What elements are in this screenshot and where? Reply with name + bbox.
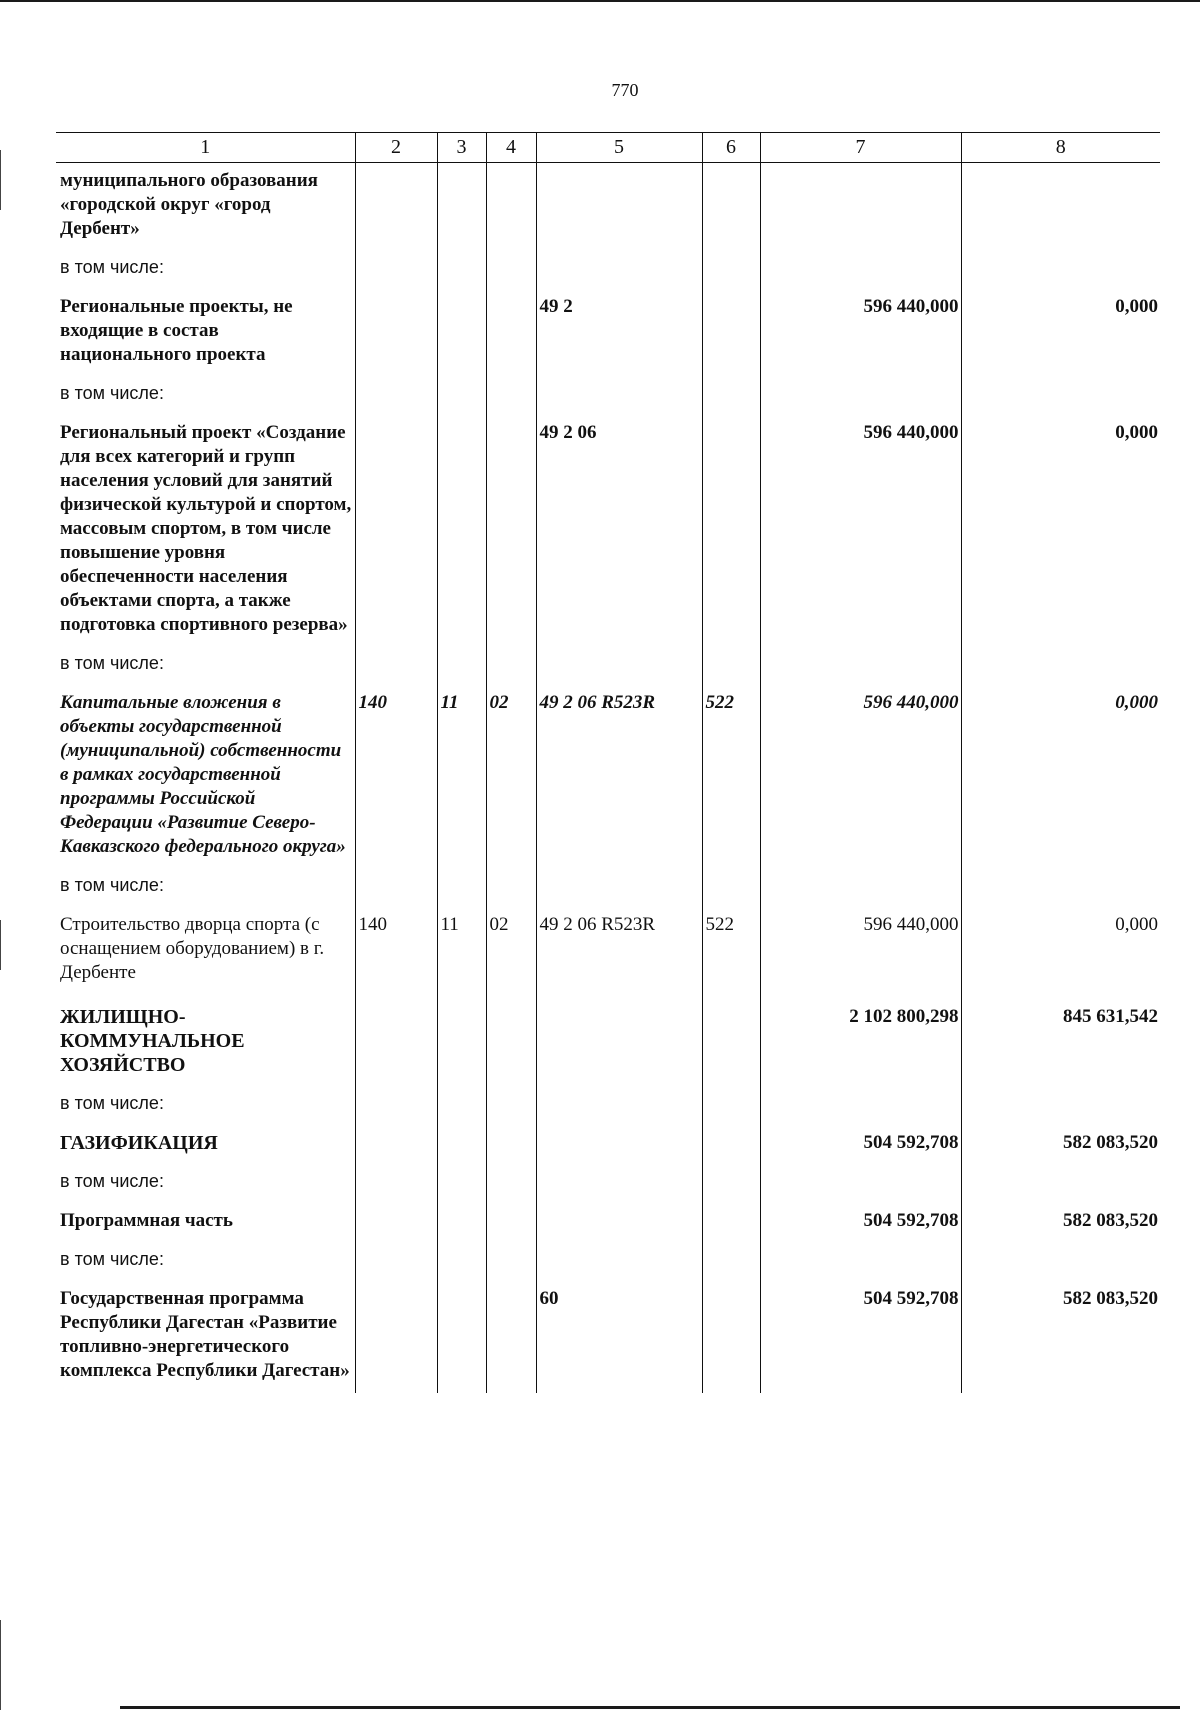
table-row: [56, 251, 1160, 285]
cell-code-6: [702, 411, 760, 647]
table-row: [56, 1121, 1160, 1165]
cell-code-6: 522: [702, 903, 760, 995]
cell-code-6: [702, 1277, 760, 1393]
page-number: 770: [611, 80, 639, 100]
cell-code-4: [486, 1199, 536, 1243]
cell-code-2: [355, 285, 437, 377]
cell-code-3: 11: [437, 903, 486, 995]
cell-code-5: [536, 163, 702, 252]
item-name: ГАЗИФИКАЦИЯ: [60, 1132, 218, 1154]
table-row: [56, 681, 1160, 869]
item-name: Капитальные вложения в объекты государственной (муниципальной) собственности в рамках государственной программы Российской Федерации «Развитие Северо-Кавказского федерального округа»: [60, 692, 346, 857]
cell-amount-7: 2 102 800,298: [760, 995, 961, 1087]
table-row: [56, 647, 1160, 681]
cell-code-3: 11: [437, 681, 486, 869]
cell-amount-7: 596 440,000: [760, 411, 961, 647]
cell-amount-7: 596 440,000: [760, 285, 961, 377]
cell-amount-7: [760, 163, 961, 252]
cell-code-2: 140: [355, 681, 437, 869]
table-row: [56, 995, 1160, 1087]
cell-amount-8: 582 083,520: [961, 1199, 1160, 1243]
cell-amount-8: [961, 163, 1160, 252]
cell-amount-7: 596 440,000: [760, 903, 961, 995]
cell-code-4: 02: [486, 681, 536, 869]
table-row: [56, 903, 1160, 995]
item-name: ЖИЛИЩНО-КОММУНАЛЬНОЕ ХОЗЯЙСТВО: [60, 1006, 245, 1076]
budget-table: [56, 132, 1160, 1393]
column-header: 1: [56, 133, 355, 163]
cell-code-3: [437, 163, 486, 252]
cell-code-3: [437, 1199, 486, 1243]
column-header: 5: [536, 133, 702, 163]
header-row: [56, 133, 1160, 163]
cell-code-3: [437, 995, 486, 1087]
cell-code-4: [486, 995, 536, 1087]
item-name: Строительство дворца спорта (с оснащением оборудованием) в г. Дербенте: [60, 914, 325, 983]
cell-amount-8: 845 631,542: [961, 995, 1160, 1087]
cell-code-6: [702, 285, 760, 377]
cell-code-5: 60: [536, 1277, 702, 1393]
table-row: [56, 285, 1160, 377]
cell-code-4: [486, 1121, 536, 1165]
subtotal-label: в том числе:: [60, 875, 164, 895]
subtotal-label: в том числе:: [60, 383, 164, 403]
column-header: 8: [961, 133, 1160, 163]
subtotal-label: в том числе:: [60, 1249, 164, 1269]
cell-code-4: 02: [486, 903, 536, 995]
cell-code-5: [536, 1199, 702, 1243]
column-header: 6: [702, 133, 760, 163]
cell-code-4: [486, 285, 536, 377]
column-header: 2: [355, 133, 437, 163]
cell-code-2: [355, 1199, 437, 1243]
scan-left-mark: [0, 920, 1, 970]
cell-code-6: [702, 1121, 760, 1165]
cell-amount-7: 596 440,000: [760, 681, 961, 869]
table-row: [56, 1199, 1160, 1243]
cell-amount-8: 582 083,520: [961, 1121, 1160, 1165]
cell-amount-8: 0,000: [961, 903, 1160, 995]
cell-code-5: 49 2 06: [536, 411, 702, 647]
table-row: [56, 163, 1160, 252]
table-row: [56, 1277, 1160, 1393]
cell-code-2: 140: [355, 903, 437, 995]
cell-code-3: [437, 1277, 486, 1393]
cell-code-5: [536, 1121, 702, 1165]
table-row: [56, 1165, 1160, 1199]
cell-amount-8: 0,000: [961, 411, 1160, 647]
cell-code-3: [437, 1121, 486, 1165]
scan-bottom-border: [120, 1706, 1180, 1709]
scan-left-mark: [0, 150, 1, 210]
table-row: [56, 377, 1160, 411]
table-row: [56, 411, 1160, 647]
item-name: Региональный проект «Создание для всех категорий и групп населения условий для занятий физической культурой и спортом, массовым спортом, в том числе повышение уровня обеспеченности населения объектами спорта, а также подготовка спортивного резерва»: [60, 422, 352, 635]
cell-code-6: 522: [702, 681, 760, 869]
column-header: 7: [760, 133, 961, 163]
cell-code-2: [355, 163, 437, 252]
item-name: Региональные проекты, не входящие в состав национального проекта: [60, 296, 293, 365]
subtotal-label: в том числе:: [60, 257, 164, 277]
scan-top-border: [0, 0, 1200, 2]
cell-code-4: [486, 411, 536, 647]
cell-code-5: [536, 995, 702, 1087]
cell-code-5: 49 2 06 R523R: [536, 903, 702, 995]
cell-code-6: [702, 1199, 760, 1243]
scan-left-mark: [0, 1620, 1, 1710]
column-header: 4: [486, 133, 536, 163]
cell-amount-8: 0,000: [961, 285, 1160, 377]
cell-code-2: [355, 411, 437, 647]
cell-code-3: [437, 285, 486, 377]
subtotal-label: в том числе:: [60, 653, 164, 673]
cell-code-4: [486, 1277, 536, 1393]
table-row: [56, 1243, 1160, 1277]
cell-code-3: [437, 411, 486, 647]
column-header: 3: [437, 133, 486, 163]
cell-code-2: [355, 1277, 437, 1393]
cell-amount-8: 582 083,520: [961, 1277, 1160, 1393]
table-row: [56, 1087, 1160, 1121]
cell-code-5: 49 2 06 R523R: [536, 681, 702, 869]
subtotal-label: в том числе:: [60, 1093, 164, 1113]
item-name: Государственная программа Республики Дагестан «Развитие топливно-энергетического комплекса Республики Дагестан»: [60, 1288, 350, 1381]
cell-amount-7: 504 592,708: [760, 1199, 961, 1243]
table-row: [56, 869, 1160, 903]
cell-code-4: [486, 163, 536, 252]
cell-code-2: [355, 1121, 437, 1165]
item-name: Программная часть: [60, 1210, 233, 1231]
item-name: муниципального образования «городской округ «город Дербент»: [60, 170, 318, 239]
cell-code-5: 49 2: [536, 285, 702, 377]
cell-code-6: [702, 163, 760, 252]
cell-code-6: [702, 995, 760, 1087]
subtotal-label: в том числе:: [60, 1171, 164, 1191]
cell-amount-8: 0,000: [961, 681, 1160, 869]
cell-amount-7: 504 592,708: [760, 1121, 961, 1165]
cell-code-2: [355, 995, 437, 1087]
cell-amount-7: 504 592,708: [760, 1277, 961, 1393]
